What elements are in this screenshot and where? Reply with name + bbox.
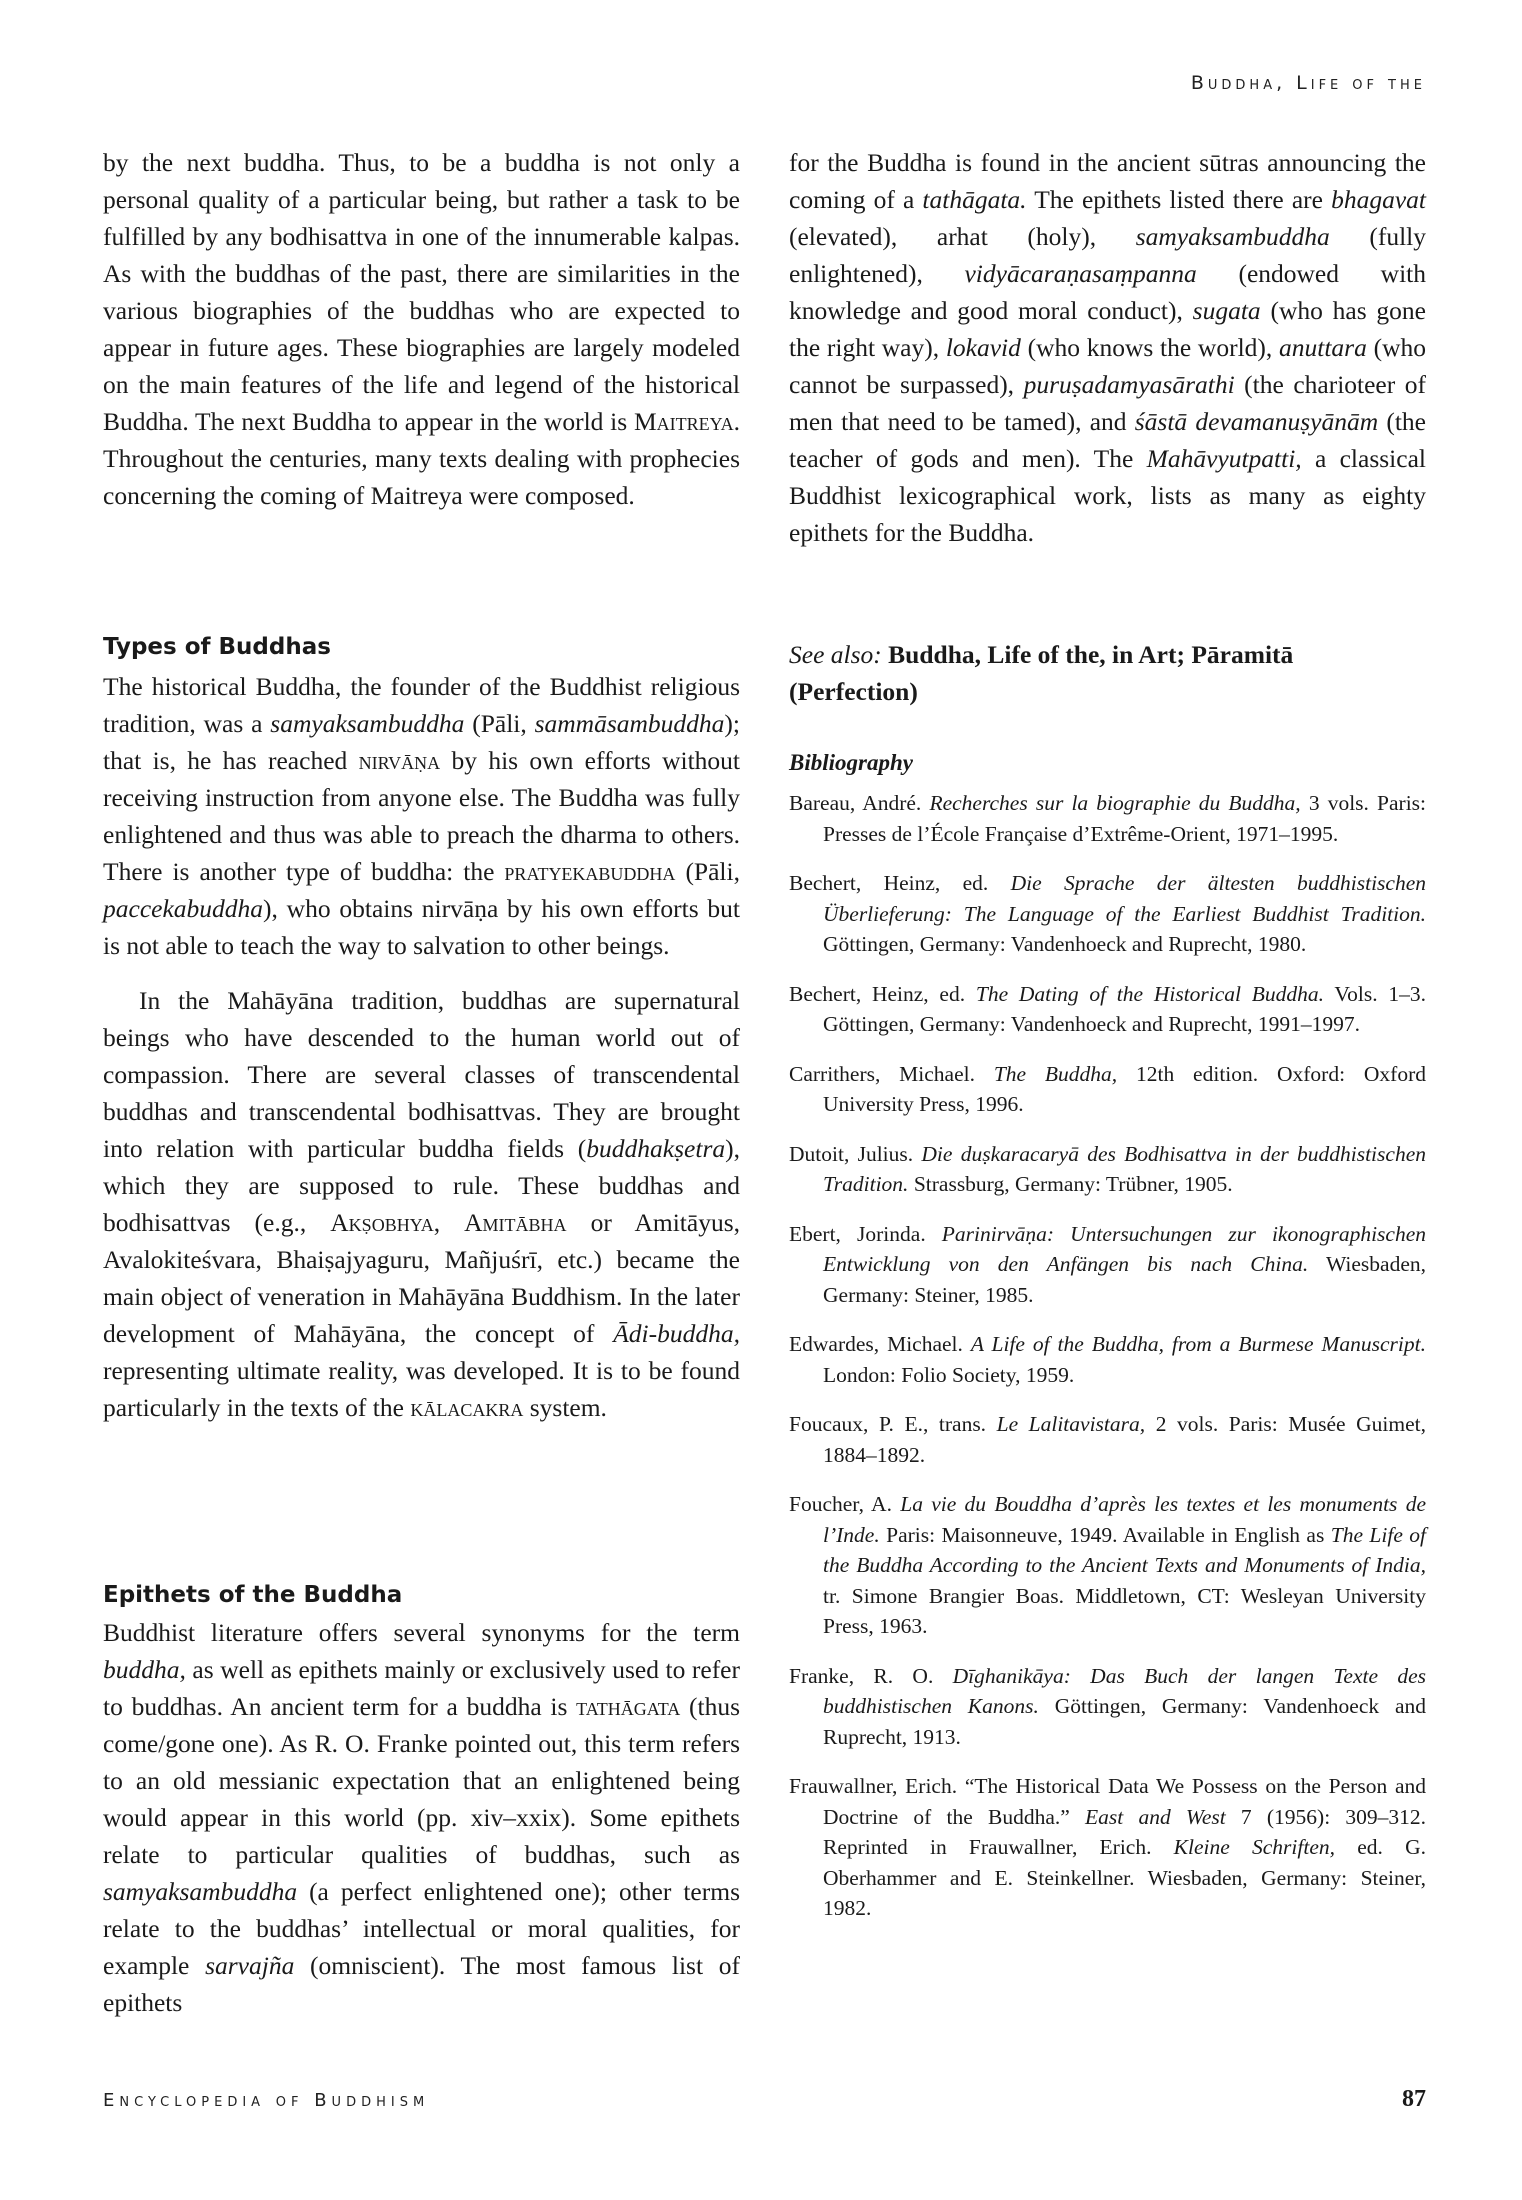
italic-term: La vie du Bouddha d’après les textes et les monuments de l’Inde. xyxy=(823,1492,1426,1547)
italic-term: tathāgata. xyxy=(922,185,1027,214)
text-run: (who has gone the right way), xyxy=(789,296,1426,362)
text-run: (the teacher of gods and men). The xyxy=(789,407,1426,473)
see-also-label: See also: xyxy=(789,640,882,669)
bibliography-entry xyxy=(789,1139,1426,1200)
paragraph xyxy=(103,1614,740,2021)
text-run: The epithets listed there are xyxy=(1026,185,1332,214)
text-run: Carrithers, Michael. xyxy=(789,1061,994,1086)
text-run: ), which they are supposed to rule. These buddhas and bodhisattvas (e.g., xyxy=(103,1134,740,1237)
text-run: Frauwallner, Erich. “The Historical Data We Possess on the Person and Doctrine of the Buddha.” xyxy=(789,1774,1426,1829)
bibliography-heading: Bibliography xyxy=(789,750,913,775)
text-run: The historical Buddha, the founder of the Buddhist religious tradition, was a xyxy=(103,672,740,738)
italic-term: samyaksambuddha xyxy=(270,709,465,738)
text-run: (who knows the world), xyxy=(1020,333,1280,362)
text-run: 12th edition. Oxford: Oxford University Press, 1996. xyxy=(823,1061,1426,1116)
text-run: ed. G. Oberhammer and E. Steinkellner. Wiesbaden, Germany: Steiner, 1982. xyxy=(823,1835,1426,1920)
text-run: (fully enlightened), xyxy=(789,222,1426,288)
italic-term: Recherches sur la biographie du Buddha, xyxy=(929,791,1301,815)
bibliography-entry xyxy=(789,1329,1426,1390)
text-run: system. xyxy=(523,1393,607,1422)
text-run: (who cannot be surpassed), xyxy=(789,333,1426,399)
text-run: Wiesbaden, Germany: Steiner, 1985. xyxy=(823,1252,1426,1307)
cross-reference[interactable]: Akṣobhya xyxy=(330,1208,434,1237)
italic-term: Die Sprache der ältesten buddhistischen Überlieferung: The Language of the Earliest Buddhist Tradition. xyxy=(823,871,1426,926)
paragraph xyxy=(103,982,740,1426)
italic-term: Die duṣkaracaryā des Bodhisattva in der buddhistischen Tradition. xyxy=(823,1141,1426,1196)
italic-term: The Dating of the Historical Buddha. xyxy=(975,981,1325,1006)
page-number: 87 xyxy=(1402,2086,1426,2112)
cross-reference[interactable]: kālacakra xyxy=(410,1393,524,1422)
cross-reference[interactable]: nirvāṇa xyxy=(358,746,441,775)
text-run: (the charioteer of men that need to be tamed), and xyxy=(789,370,1426,436)
text-run: Dutoit, Julius. xyxy=(789,1141,922,1166)
text-run: a classical Buddhist lexicographical work, lists as many as eighty epithets for the Buddha. xyxy=(789,444,1426,547)
text-run: London: Folio Society, 1959. xyxy=(823,1362,1075,1387)
text-run: Foucher, A. xyxy=(789,1492,901,1516)
text-run: (thus come/gone one). As R. O. Franke pointed out, this term refers to an old messianic expectation that an enlightened being would appear in this world (pp. xiv–xxix). Some epithets relate to particular qualities of buddhas, such as xyxy=(103,1692,740,1869)
text-run: or Amitāyus, Avalokiteśvara, Bhaiṣajyaguru, Mañjuśrī, etc.) became the main object of veneration in Mahāyāna Buddhism. In the later development of Mahāyāna, the concept of xyxy=(103,1208,740,1348)
italic-term: Le Lalitavistara, xyxy=(996,1412,1146,1436)
italic-term: The Life of the Buddha According to the Ancient Texts and Monuments of India, xyxy=(823,1522,1427,1577)
text-run: Foucaux, P. E., trans. xyxy=(789,1412,997,1436)
text-run: by his own efforts without receiving instruction from anyone else. The Buddha was fully enlightened and thus was able to preach the dharma to others. There is another type of buddha: the xyxy=(103,746,740,886)
text-run: Göttingen, Germany: Vandenhoeck and Ruprecht, 1980. xyxy=(823,932,1307,956)
italic-term: samyaksambuddha xyxy=(1135,222,1330,251)
text-run: by the next buddha. Thus, to be a buddha is not only a personal quality of a particular being, but rather a task to be fulfilled by any bodhisattva in one of the innumerable kalpas. As with the buddhas of the past, there are similarities in the various biographies of the buddhas who are expected to appear in future ages. These biographies are largely modeled on the main features of the life and legend of the historical Buddha. The next Buddha to appear in the world is xyxy=(103,148,740,436)
text-run: Ebert, Jorinda. xyxy=(789,1221,942,1246)
cross-reference[interactable]: pratyekabuddha xyxy=(504,857,676,886)
bibliography-entry xyxy=(789,1771,1426,1924)
text-run: Vols. 1–3. Göttingen, Germany: Vandenhoeck and Ruprecht, 1991–1997. xyxy=(823,981,1426,1036)
paragraph xyxy=(103,668,740,964)
bibliography-entry xyxy=(789,1059,1426,1120)
italic-term: samyaksambuddha xyxy=(103,1877,298,1906)
text-run: Strassburg, Germany: Trübner, 1905. xyxy=(908,1172,1233,1196)
bibliography-entry xyxy=(789,1219,1426,1311)
text-run: for the Buddha is found in the ancient sūtras announcing the coming of a xyxy=(789,148,1426,214)
italic-term: sugata xyxy=(1192,296,1261,325)
italic-term: buddhakṣetra xyxy=(586,1134,726,1163)
bibliography-entry xyxy=(789,1489,1426,1642)
italic-term: buddha, xyxy=(103,1655,186,1684)
italic-term: lokavid xyxy=(945,333,1021,362)
text-run: Göttingen, Germany: Vandenhoeck and Ruprecht, 1913. xyxy=(823,1694,1426,1749)
text-run: , xyxy=(433,1208,465,1237)
italic-term: Mahāvyutpatti, xyxy=(1146,444,1302,473)
text-run: tr. Simone Brangier Boas. Middletown, CT: Wesleyan University Press, 1963. xyxy=(823,1583,1426,1638)
italic-term: Kleine Schriften, xyxy=(1173,1835,1335,1859)
italic-term: vidyācaraṇasaṃpanna xyxy=(964,259,1197,288)
cross-reference[interactable]: Amitābha xyxy=(464,1208,567,1237)
italic-term: sammāsambuddha xyxy=(534,709,725,738)
text-run: (a perfect enlightened one); other terms relate to the buddhas’ intellectual or moral qualities, for example xyxy=(103,1877,740,1980)
bibliography-entry xyxy=(789,1661,1426,1753)
footer-title: Encyclopedia of Buddhism xyxy=(103,2090,430,2111)
text-run: 7 (1956): 309–312. Reprinted in Frauwallner, Erich. xyxy=(823,1804,1426,1859)
section-types-of-buddhas xyxy=(103,668,740,1426)
italic-term: Ādi-buddha, xyxy=(613,1319,740,1348)
bibliography-entry xyxy=(789,1409,1426,1470)
text-run: Bechert, Heinz, ed. xyxy=(789,871,1011,895)
text-run: ), who obtains nirvāṇa by his own efforts but is not able to teach the way to salvation to other beings. xyxy=(103,894,740,960)
cross-reference[interactable]: Maitreya xyxy=(633,407,734,436)
text-run: Bechert, Heinz, ed. xyxy=(789,981,976,1006)
italic-term: Dīghanikāya: Das Buch der langen Texte des buddhistischen Kanons. xyxy=(823,1663,1426,1718)
text-run: In the Mahāyāna tradition, buddhas are supernatural beings who have descended to the human world out of compassion. There are several classes of transcendental buddhas and transcendental bodhisattvas. They are brought into relation with particular buddha fields ( xyxy=(103,986,740,1163)
italic-term: Parinirvāṇa: Untersuchungen zur ikonographischen Entwicklung von den Anfängen bis nach China. xyxy=(823,1221,1426,1276)
text-run: (Pāli, xyxy=(675,857,740,886)
cross-reference[interactable]: tathāgata xyxy=(576,1692,681,1721)
text-run: representing ultimate reality, was developed. It is to be found particularly in the texts of the xyxy=(103,1356,740,1422)
italic-term: sarvajña xyxy=(205,1951,295,1980)
italic-term: bhagavat xyxy=(1331,185,1426,214)
italic-term: śāstā devamanuṣyānām xyxy=(1134,407,1379,436)
text-run: Edwardes, Michael. xyxy=(789,1332,971,1356)
text-run: (omniscient). The most famous list of epithets xyxy=(103,1951,741,2017)
italic-term: anuttara xyxy=(1279,333,1367,362)
bibliography-list xyxy=(789,788,1426,1943)
text-run: (Pāli, xyxy=(464,709,535,738)
see-also xyxy=(789,636,1426,710)
italic-term: The Buddha, xyxy=(993,1061,1118,1086)
text-run: (endowed with knowledge and good moral conduct), xyxy=(789,259,1426,325)
bibliography-entry xyxy=(789,979,1426,1040)
paragraph xyxy=(789,144,1426,551)
text-run: . Throughout the centuries, many texts dealing with prophecies concerning the coming of Maitreya were composed. xyxy=(103,407,740,510)
text-run: ); that is, he has reached xyxy=(103,709,740,775)
running-head: Buddha, Life of the xyxy=(1190,72,1426,94)
text-run: Paris: Maisonneuve, 1949. Available in English as xyxy=(879,1522,1331,1547)
see-also-links[interactable]: Buddha, Life of the, in Art; Pāramitā (Perfection) xyxy=(789,640,1294,706)
text-run: as well as epithets mainly or exclusively used to refer to buddhas. An ancient term for a buddha is xyxy=(103,1655,740,1721)
section-heading: Epithets of the Buddha xyxy=(103,1582,403,1608)
text-run: Buddhist literature offers several synonyms for the term xyxy=(103,1618,740,1647)
text-run: (elevated), arhat (holy), xyxy=(789,222,1136,251)
italic-term: paccekabuddha xyxy=(103,894,264,923)
italic-term: East and West xyxy=(1085,1804,1226,1829)
text-run: Franke, R. O. xyxy=(789,1663,953,1688)
paragraph xyxy=(103,144,740,514)
text-run: 2 vols. Paris: Musée Guimet, 1884–1892. xyxy=(823,1412,1426,1467)
italic-term: puruṣadamyasārathi xyxy=(1023,370,1235,399)
section-heading: Types of Buddhas xyxy=(103,634,331,660)
bibliography-entry xyxy=(789,788,1426,849)
text-run: 3 vols. Paris: Presses de l’École Française d’Extrême-Orient, 1971–1995. xyxy=(823,791,1427,846)
italic-term: A Life of the Buddha, from a Burmese Manuscript. xyxy=(970,1332,1426,1356)
bibliography-entry xyxy=(789,868,1426,960)
text-run: Bareau, André. xyxy=(789,791,930,815)
